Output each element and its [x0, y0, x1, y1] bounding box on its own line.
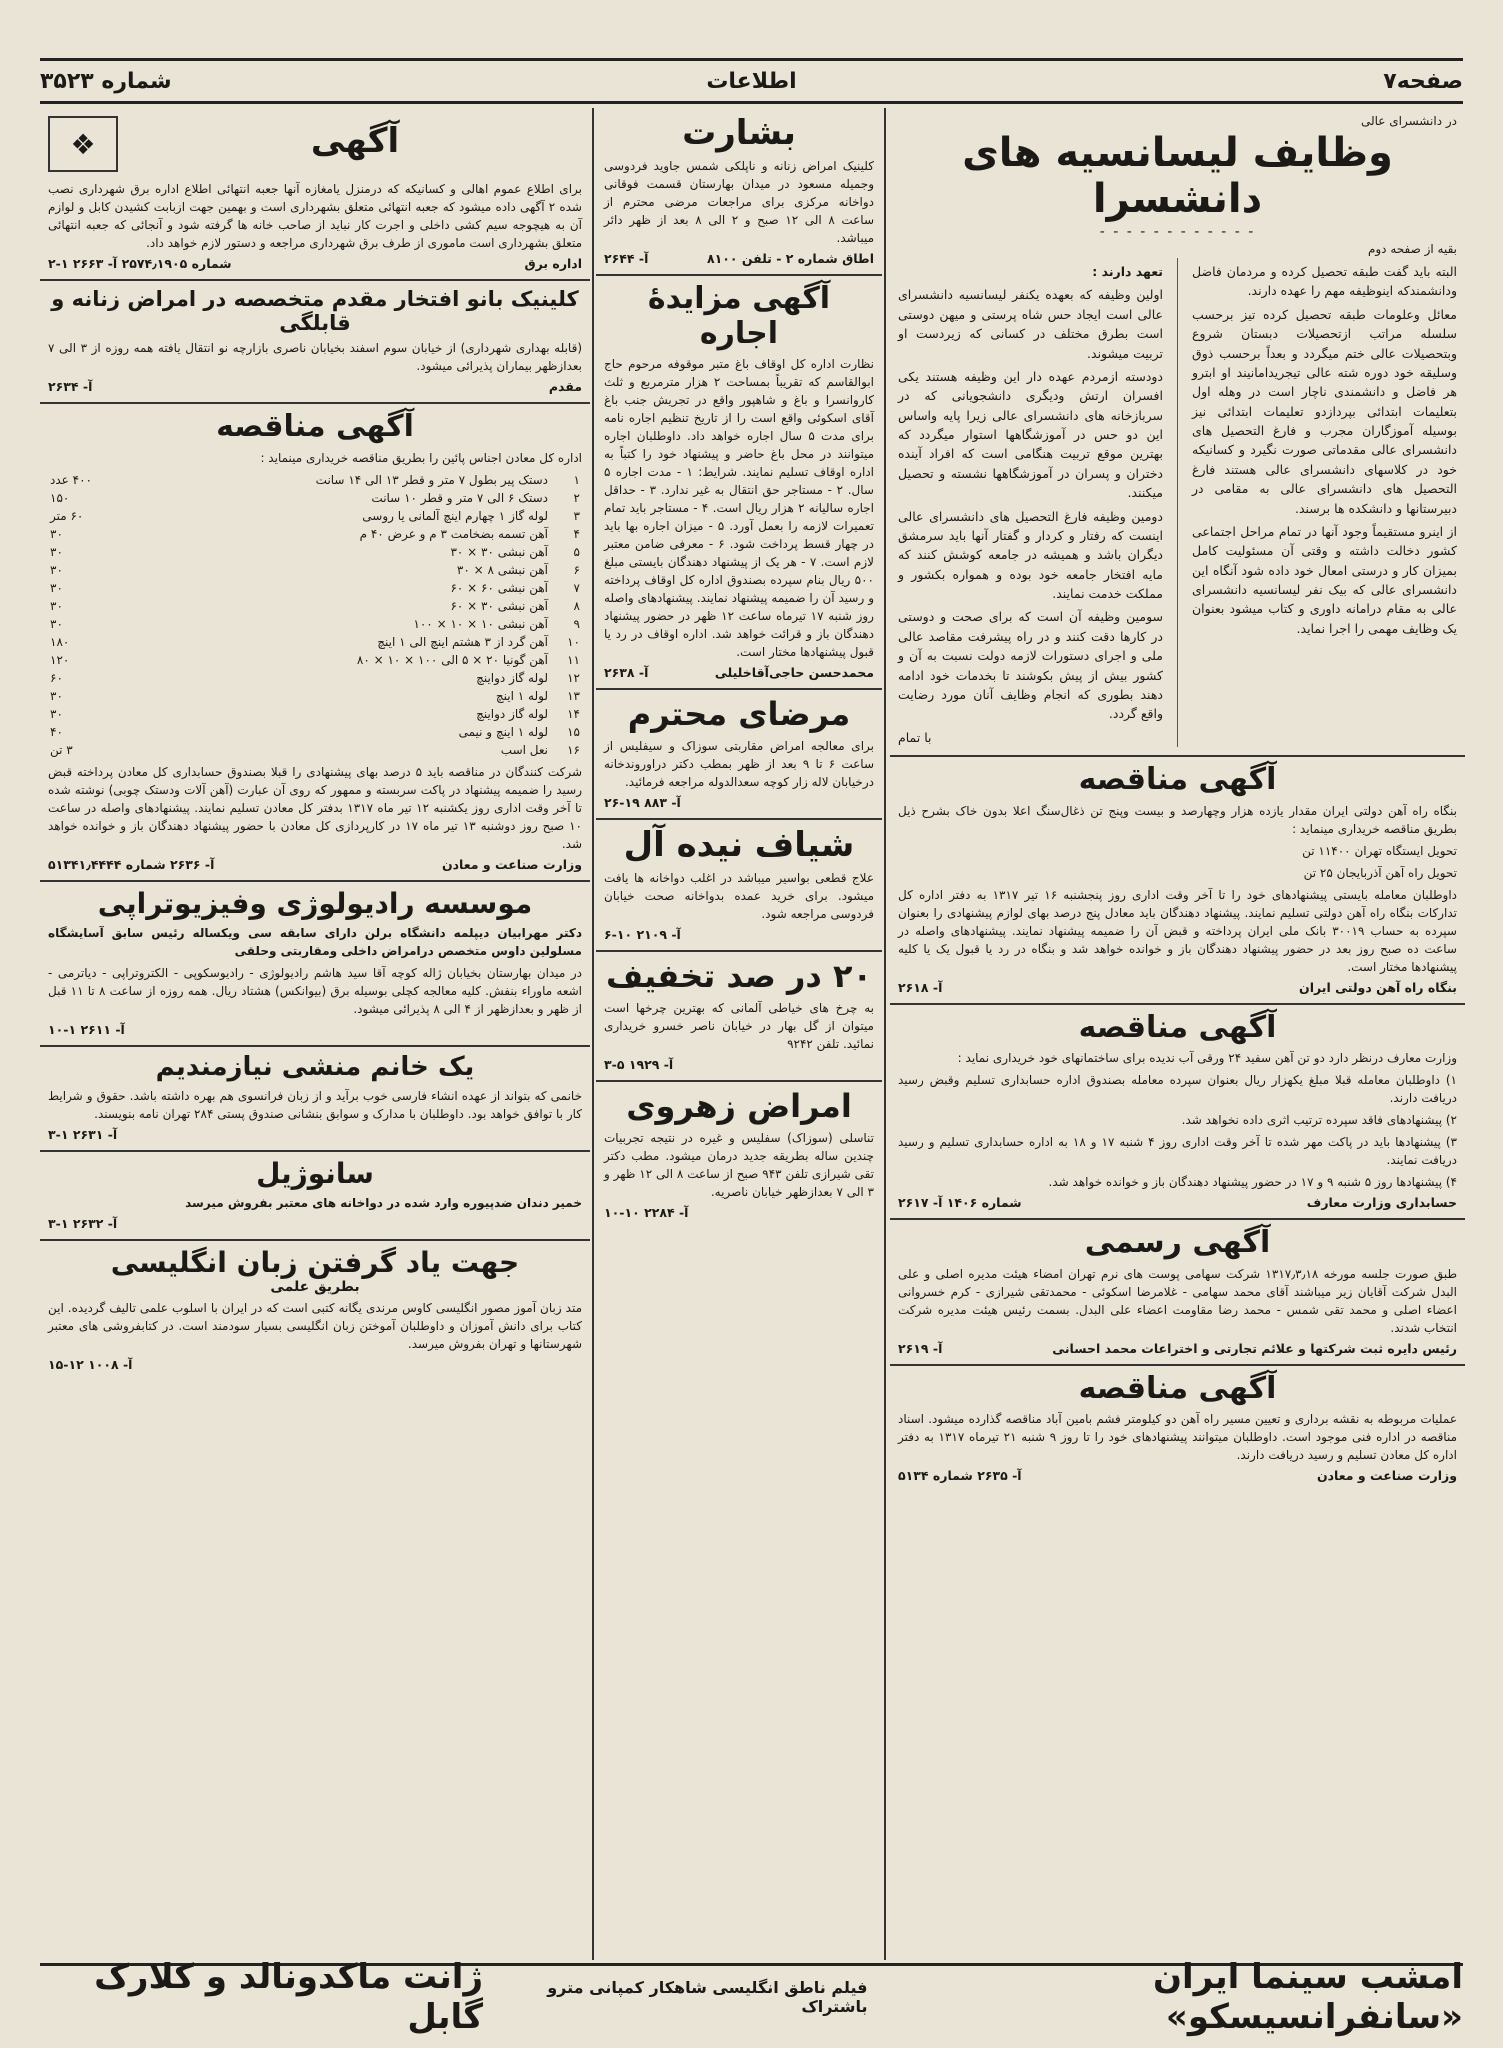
notice-title: آگهی مناقصه [1078, 1009, 1277, 1045]
item-quantity: ۴۰۰ عدد [50, 472, 92, 487]
ad-footer [604, 927, 874, 942]
tender-item-row [48, 723, 582, 741]
notice-footer [48, 256, 582, 271]
ad-title: سانوژیل [256, 1156, 374, 1190]
ad-title: شیاف نیده آل [623, 824, 855, 865]
ad-body: نظارت اداره کل اوقاف باغ متبر موقوفه مرحوم حاج ابوالقاسم که تقریباً بمساحت ۲ هزار مترمربع و ثلث کاروانسرا و باغ و شاهپور واقع در تجریش جنب باغ آقای اسکوئی واقع است را از تاریخ تنظیم اجاره نامه برای مدت ۵ سال اجاره خواهد داد. داوطلبان اجاره میتوانند در محل باغ حاضر و پیشنهاد خود را کتباً به اداره اوقاف تسلیم نمایند. شرایط: ۱ - مدت اجاره ۵ سال. ۲ - مستاجر حق انتقال به غیر ندارد. ۳ - حداقل اجاره سالیانه ۲ هزار ریال است. ۴ - مستاجر باید تمام تعمیرات لازمه را بعمل آورد. ۵ - میزان اجاره بها باید در چهار قسط پرداخت شود. ۶ - معرفی ضامن معتبر لازم است. ۷ - هر یک از پیشنهاد دهندگان بایستی مبلغ ۵۰۰ ریال بنام سپرده بصندوق اداره کل اوقاف پرداخته و رسید آن را ضمیمه پیشنهاد نمایند. پیشنهادهای واصله روز شنبه ۱۷ تیرماه ساعت ۱۲ ظهر در حضور پیشنهاد دهندگان باز و قرائت خواهد شد. اداره اوقاف در رد یا قبول پیشنهادها مختار است. [604, 357, 875, 660]
ad-body: در میدان بهارستان بخیابان ژاله کوچه آقا سید هاشم رادیولوژی - رادیوسکوپی - الکتروتراپی - دیاترمی - اشعه ماوراء بنفش. کلیه معالجه کچلی بوسیله برق (بیوانکس) هشتاد ریال. همه روزه از ساعت ۸ تا ۱۱ قبل از ظهر و بعدازظهر از ۴ الی ۸ پذیرائی میشود. [48, 965, 583, 1016]
item-number: ۱۳ [567, 688, 580, 703]
article-columns [898, 258, 1457, 747]
article-paragraph: معائل وعلومات طبقه تحصیل کرده تیز برحسب سلسله مراتب ازتحصیلات دبستان شروع وبتحصیلات عالی ختم میگردد و بعداً برحسب ذوق وسلیقه خود دوره شته عالی تیجریدامانیند او ابترو هر فاضل و دانشمندی ناچار است در وهله اول بتعلیمات ابتدائی بپردازدو تعلیمات ابتدائی نیز بوسیله آموزگاران مجرب و فارغ التحصیل های دانشسرای عالی مقدماتی صورت نگیرد و کسانیکه خود در کلاسهای دانشسرای عالی هستند فارغ التحصیل های دانشسرای عالی به مقامی در دبیرستانها و دانشکده ها برسند. [1192, 306, 1457, 516]
article-paragraph: البته باید گفت طبقه تحصیل کرده و مردمان فاضل ودانشمندکه اینوظیفه مهم را عهده دارند. [1192, 264, 1457, 299]
banner-middle: فیلم ناطق انگلیسی شاهکار کمپانی مترو باشتراک [547, 1978, 868, 2016]
ad-contact: اطاق شماره ۲ - تلفن ۸۱۰۰ [706, 251, 874, 267]
ad-signature: مقدم [548, 379, 582, 395]
ad-footer [604, 1205, 874, 1220]
item-number: ۱۴ [567, 706, 580, 721]
tender-item-row [48, 633, 582, 651]
roads-tender-notice [890, 1366, 1465, 1492]
ad-reference: آ- ۲۶۴۴ [604, 251, 649, 267]
article-continued: بقیه از صفحه دوم [1367, 242, 1457, 256]
item-number: ۸ [573, 598, 580, 613]
notice-item: ۲) پیشنهادهای فاقد سپرده ترتیب اثری داده نخواهد شد. [1181, 1113, 1457, 1127]
notice-body: شرکت کنندگان در مناقصه باید ۵ درصد بهای پیشنهادی را قبلا بصندوق حسابداری کل معادن پرداخته قبض رسید را ضمیمه پیشنهاد در پاکت سربسته و ممهور که روی آن عبارت (آهن آلات ودستک چوبی) نوشته شده تا آخر وقت اداری روز یکشنبه ۱۲ تیر ماه ۱۳۱۷ بدفتر کل معادن تسلیم نمایند. پیشنهادهای واصله در ساعت ۱۰ صبح روز دوشنبه ۱۳ تیر ماه ۱۷ در کارپردازی کل معادن با حضور پیشنهاد دهندگان باز و خوانده خواهد شد. [48, 764, 583, 851]
discount-ad [596, 952, 882, 1082]
notice-body: طبق صورت جلسه مورخه ۱۳۱۷٫۳٫۱۸ شرکت سهامی پوست های نرم تهران امضاء هیئت مدیره اصلی و علی البدل شرکت آقایان زیر میباشند آقای محمد سهامی - غلامرضا اسکوئی - محمدتقی شیرازی - کرم خسروانی اعضاء اصلی و محمد تقی شمس - محمد رضا مقاومت اعضاء علی البدل. بسمت رئیس هیئت مدیره شرکت انتخاب شدند. [898, 1266, 1457, 1335]
page-number: صفحه۷ [1383, 68, 1463, 94]
ad-footer [48, 1216, 582, 1231]
ad-reference: آ- ۲۶۳۲ ۱-۳ [48, 1216, 118, 1232]
notice-title: آگهی مناقصه [1078, 1370, 1277, 1406]
item-description: آهن گونیا ۲۰ × ۵ الی ۱۰۰ × ۱۰ × ۸۰ [356, 652, 548, 667]
item-number: ۱ [573, 472, 580, 487]
item-number: ۱۶ [567, 742, 580, 757]
ad-title: موسسه رادیولوژی وفیزیوتراپی [97, 886, 533, 920]
ad-reference: آ- ۲۱۰۹ ۱۰-۶ [604, 926, 681, 942]
issue-number: شماره ۳۵۲۳ [40, 68, 172, 94]
ad-body: خانمی که بتواند از عهده انشاء فارسی خوب برآید و از زبان فرانسوی هم بهره داشته باشد. حقوق و شرایط کار با توافق خواهد بود. داوطلبان با مدارک و سوابق بنشانی صندوق پستی ۲۸۴ تهران نامه بنویسند. [48, 1088, 582, 1121]
notice-reference: آ- ۲۶۳۶ شماره ۵۱۳۴۱٫۴۴۴۴ [48, 856, 215, 872]
item-quantity: ۳۰ [50, 562, 63, 577]
item-description: لوله ۱ اینچ [495, 688, 548, 703]
ad-body: علاج قطعی بواسیر میباشد در اغلب دواخانه ها یافت میشود. برای خرید عمده بدواخانه صحت خیابان فردوسی مراجعه شود. [604, 870, 874, 921]
item-description: لوله گاز دواینچ [476, 706, 548, 721]
notice-signature: حسابداری وزارت معارف [1306, 1195, 1457, 1210]
tender-item-row [48, 597, 582, 615]
notice-reference: شماره ۲۵۷۴٫۱۹۰۵ آ- ۲۶۶۳ ۱-۲ [48, 256, 232, 271]
ad-reference: آ- ۱۰۰۸ ۱۲-۱۵ [48, 1357, 133, 1373]
newspaper-name: اطلاعات [706, 68, 797, 94]
ad-title: جهت یاد گرفتن زبان انگلیسی [110, 1246, 520, 1280]
item-description: آهن نبشی ۳۰ × ۳۰ [450, 544, 548, 559]
tender-item-row [48, 525, 582, 543]
notice-body: عملیات مربوطه به نقشه برداری و تعیین مسیر راه آهن دو کیلومتر فشم بامین آباد مناقصه گذارده میشود. اسناد مناقصه در اداره فنی موجود است. داوطلبان میتوانند پیشنهادهای خود را تا روز ۹ شنبه ۲۱ تیرماه ۱۳۱۷ به دفتر اداره کل معادن تسلیم و رسید دریافت دارند. [898, 1412, 1458, 1462]
ad-body: تناسلی (سوزاک) سفلیس و غیره در نتیجه تجربیات چندین ساله بطریقه جدید درمان میشود. مطب دکتر تقی شیرازی تلفن ۹۴۳ صبح از ساعت ۸ الی ۱۲ ظهر و ۳ الی ۷ بعدازظهر خیابان ناصریه. [604, 1130, 874, 1199]
item-description: آهن نبشی ۸ × ۳۰ [456, 562, 548, 577]
notice-reference: آ- ۲۶۳۵ شماره ۵۱۳۴ [898, 1468, 1022, 1483]
item-number: ۱۵ [567, 724, 580, 739]
venereal-ad [596, 1082, 882, 1228]
tender-item-row [48, 615, 582, 633]
item-number: ۴ [573, 526, 580, 541]
item-quantity: ۳۰ [50, 598, 63, 613]
item-quantity: ۳۰ [50, 580, 63, 595]
tender-item-row [48, 561, 582, 579]
notice-intro: اداره کل معادن اجناس پائین را بطریق مناقصه خریداری مینماید : [260, 450, 582, 465]
ad-title: کلینیک بانو افتخار مقدم متخصصه در امراض زنانه و قابلگی [51, 287, 579, 336]
item-quantity: ۳۰ [50, 544, 63, 559]
official-notice [890, 1220, 1465, 1366]
ad-reference: آ- ۲۶۳۴ [48, 379, 93, 395]
english-course-ad [40, 1241, 590, 1380]
clinic-ad [40, 281, 590, 404]
inner-rule [1177, 258, 1178, 747]
item-description: آهن گرد از ۳ هشتم اینچ الی ۱ اینچ [377, 634, 548, 649]
left-column [40, 108, 590, 1958]
ad-signature: محمدحسن حاجی‌آقاخلیلی [714, 665, 874, 681]
article-block [890, 108, 1465, 757]
item-quantity: ۱۸۰ [50, 634, 70, 649]
cinema-banner [40, 1957, 1463, 2037]
item-number: ۱۱ [567, 652, 580, 667]
item-number: ۵ [573, 544, 580, 559]
ad-footer [604, 665, 874, 680]
article-kicker: در دانشسرای عالی [1360, 114, 1457, 128]
item-quantity: ۶۰ متر [50, 508, 84, 523]
ad-footer [48, 1022, 582, 1037]
ad-subtitle: دکتر مهرابیان دیپلمه دانشگاه برلن دارای سابقه سی ویکساله رئیس سابق آسایشگاه مسلولین داوس متخصص درامراض داخلی ومقاربتی وحلقی [48, 925, 582, 958]
notice-item: تحویل راه آهن آذربایجان ۲۵ تن [1303, 865, 1457, 880]
municipal-notice [40, 108, 590, 281]
item-description: آهن نبشی ۶۰ × ۶۰ [450, 580, 548, 595]
tender-item-row [48, 687, 582, 705]
notice-item: تحویل ایستگاه تهران ۱۱۴۰۰ تن [1302, 843, 1457, 858]
ad-title: ۲۰ در صد تخفیف [605, 956, 872, 995]
article-paragraph: از اینرو مستقیماً وجود آنها در تمام مراحل اجتماعی کشور دخالت داشته و وقتی آن مسئولیت کامل بمیزان کار و درستی امعال خود داده شود آنگاه این دانشسرای عالی که بیک نفر لیسانسیه دانشسرای عالی به مقام درامانه داوری و کتاب میشود بعنوان یک وظایف مهمی را اجرا نماید. [1192, 523, 1457, 636]
article-col-a [1192, 258, 1457, 747]
article-tail: با تمام [898, 729, 932, 745]
ad-body: خمیر دندان ضدپیوره وارد شده در دواخانه های معتبر بفروش میرسد [185, 1196, 582, 1211]
notice-footer [898, 1341, 1457, 1356]
notice-title: آگهی مناقصه [216, 409, 414, 445]
item-quantity: ۴۰ [50, 724, 63, 739]
ad-footer [604, 251, 874, 266]
middle-column [596, 108, 882, 1958]
banner-right: ژانت ماکدونالد و کلارک گابل [94, 1957, 484, 2037]
notice-reference: آ- ۲۶۱۹ [898, 1340, 943, 1356]
tender-item-row [48, 507, 582, 525]
item-quantity: ۱۵۰ [50, 490, 70, 505]
notice-reference: شماره ۱۴۰۶ آ- ۲۶۱۷ [898, 1195, 1022, 1210]
notice-title: آگهی [310, 121, 400, 161]
item-description: دستک ۶ الی ۷ متر و قطر ۱۰ سانت [371, 490, 548, 505]
ad-body: برای معالجه امراض مقاربتی سوزاک و سیفلیس از ساعت ۶ تا ۹ بعد از ظهر بمطب دکتر دراوروندخانه درخیابان لاله زار کوچه سعدالدوله مراجعه فرمائید. [604, 738, 875, 789]
notice-footer [898, 1468, 1457, 1483]
notice-signature: بنگاه راه آهن دولتی ایران [1299, 979, 1457, 995]
notice-body: برای اطلاع عموم اهالی و کسانیکه که درمنزل یامغازه آنها جعبه انتهائی اطلاع اداره برق شهرداری نصب شده ۲ آگهی داده میشود که جعبه انتهائی متعلق بشهرداری است و بهمین جهت ازبابت کشیدن کابل و لوازم آن به هیچوجه سیم کشی داخلی و اجرت کار نباید از صاحب خانه ها گرفته شود و آنجائی که جعبه انتهائی متعلق بشهرداری است ماموری از طرف برق شهرداری مراجعه و دستور لازم خواهد داد. [48, 182, 582, 250]
ad-reference: آ- ۲۶۳۱ ۱-۳ [48, 1126, 118, 1142]
item-description: نعل اسب [500, 742, 548, 757]
notice-signature: وزارت صناعت و معادن [441, 856, 582, 872]
notice-body: بنگاه راه آهن دولتی ایران مقدار یازده هزار وچهارصد و بیست وپنج تن ذغال‌سنگ اعلا بدون خاک بشرح ذیل بطریق مناقصه خریداری مینماید : [898, 803, 1457, 836]
article-paragraph: دومین وظیفه فارغ التحصیل های دانشسرای عالی اینست که رفتار و کردار و گفتار آنها باید سرمشق دیگران باشد و همیشه در جامعه کوشش کنند که مایه افتخار جامعه خود بوده و همواره بکشور و مملکت خدمت نمایند. [898, 508, 1163, 601]
item-description: دستک پیر بطول ۷ متر و قطر ۱۳ الی ۱۴ سانت [315, 472, 548, 487]
notice-signature: رئیس دایره ثبت شرکتها و علائم تجارتی و اختراعات محمد احسانی [1052, 1340, 1457, 1356]
ad-reference: آ- ۲۲۸۴ ۱۰-۱۰ [604, 1204, 689, 1220]
mines-tender-notice [40, 404, 590, 882]
item-description: آهن تسمه بضخامت ۳ م و عرض ۴۰ م [359, 526, 548, 541]
item-number: ۷ [573, 580, 580, 595]
ad-body: به چرخ های خیاطی آلمانی که بهترین چرخها است میتوان از گل بهار در خیابان ناصر خسرو خریداری نمائید. تلفن ۹۲۴۲ [604, 1000, 874, 1051]
ad-body: متد زبان آموز مصور انگلیسی کاوس مرندی یگانه کتبی است که در ایران با اسلوب علمی تالیف گردیده. این کتاب برای دانش آموزان و داوطلبان آموختن زبان انگلیسی بسیار سودمند است. در کتابفروشی های معتبر شهرستانها و تهران بفروش میرسد. [48, 1301, 582, 1352]
notice-reference: آ- ۲۶۱۸ [898, 979, 943, 995]
tender-item-row [48, 489, 582, 507]
tender-item-row [48, 741, 582, 759]
item-description: آهن نبشی ۱۰ × ۱۰ × ۱۰۰ [413, 616, 548, 631]
item-number: ۱۰ [567, 634, 580, 649]
ad-title: یک خانم منشی نیازمندیم [155, 1051, 475, 1082]
item-quantity: ۳۰ [50, 688, 63, 703]
notice-item: ۱) داوطلبان معامله قبلا مبلغ یکهزار ریال بعنوان سپرده معامله بصندوق اداره حسابداری تسلیم وقبض رسید دریافت دارند. [898, 1073, 1457, 1105]
article-title: وظایف لیسانسیه های دانشسرا [962, 130, 1393, 222]
article-paragraph: دودسته ازمردم عهده دار این وظیفه هستند یکی افسران ارتش ودیگری دانشجویانی که در سربازخانه های دانشسرای عالی زیرا پایه واساس این دو حس در آموزشگاهها استوار میگردد که بهترین موقع تربیت هنگامی است که افراد آینده دختران و پسران در آموزشگاهها نشسته و تحصیل میکنند. [898, 368, 1163, 501]
ad-title: مرضای محترم [627, 695, 851, 734]
item-quantity: ۳۰ [50, 526, 63, 541]
notice-signature: اداره برق [524, 256, 582, 271]
column-divider [592, 108, 594, 1960]
patients-ad [596, 690, 882, 820]
notice-title: آگهی رسمی [1084, 1225, 1271, 1260]
auction-notice [596, 276, 882, 690]
article-col-b [898, 258, 1163, 747]
ad-reference: آ- ۱۹۲۹ ۵-۳ [604, 1056, 674, 1072]
notice-title: آگهی مناقصه [1078, 762, 1277, 797]
secretary-ad [40, 1047, 590, 1152]
item-quantity: ۳۰ [50, 616, 63, 631]
item-number: ۳ [573, 508, 580, 523]
ad-reference: آ- ۲۶۱۱ ۱-۱۰ [48, 1021, 125, 1037]
item-description: لوله ۱ اینچ و نیمی [458, 724, 548, 739]
notice-footer [48, 857, 582, 872]
tender-item-row [48, 669, 582, 687]
tender-item-row [48, 471, 582, 489]
ad-title: آگهی مزایدهٔ اجاره [647, 281, 831, 351]
radiology-ad [40, 882, 590, 1047]
notice-item: ۴) پیشنهادها روز ۵ شنبه ۹ و ۱۷ در حضور پیشنهاد دهندگان باز و خوانده خواهد شد. [1048, 1175, 1457, 1189]
good-news-ad [596, 108, 882, 276]
item-quantity: ۳۰ [50, 706, 63, 721]
works-tender-notice [890, 1005, 1465, 1221]
article-paragraph: سومین وظیفه آن است که برای صحت و دوستی در کارها دقت کنند و در راه پیشرفت مقاصد عالی ملی و اجرای دستورات لازمه دولت نسبت به آن و کشور بیش از پیش بکوشند تا بخدمات خود ادامه دهند بطوری که انجام وظایف آنان مورد رضایت واقع گردد. [898, 609, 1163, 722]
notice-body: داوطلبان معامله بایستی پیشنهادهای خود را تا آخر وقت اداری روز پنجشنبه ۱۶ تیر ۱۳۱۷ به دفتر اداره کل تدارکات بنگاه راه آهن دولتی تسلیم نمایند. پیشنهاد دهندگان باید معادل پنج درصد بهای لوازم پیشنهادی را بعنوان سپرده به حساب ۳۰۰۱۹ بانک ملی ایران پرداخته و قبض آن را ضمیمه پیشنهاد نمایند. پیشنهادهای واصله در ساعت ده صبح روز بعد در حضور پیشنهاد دهندگان باز و خوانده خواهد شد و بنگاه در رد یا قبول یک یا کلیه پیشنهادها مختار است. [898, 887, 1458, 974]
ad-body: کلینیک امراض زنانه و ناپلکی شمس جاوید فردوسی وجمیله مسعود در میدان بهارستان قسمت فوقانی دواخانه مرکزی برای مراجعات مرضی محترم از ساعت ۸ الی ۱۲ صبح و ۲ الی ۸ بعد از ظهر دائر میباشد. [604, 159, 875, 246]
notice-signature: وزارت صناعت و معادن [1316, 1468, 1457, 1483]
ornament-divider: - - - - - - - - - - - - [1099, 224, 1256, 240]
article-subhead: تعهد دارند : [1092, 264, 1163, 279]
page-header [40, 58, 1463, 104]
item-quantity: ۳ تن [50, 742, 73, 757]
ad-reference: آ- ۸۸۳ ۱۹-۲۶ [604, 794, 681, 810]
column-divider [884, 108, 886, 1960]
banner-left: امشب سینما ایران «سانفرانسیسکو» [1153, 1957, 1463, 2037]
ad-footer [48, 1357, 582, 1372]
tender-item-row [48, 705, 582, 723]
notice-item: ۳) پیشنهادها باید در پاکت مهر شده تا آخر وقت اداری روز ۴ شنبه ۱۷ و ۱۸ به اداره حسابداری تسلیم و رسید دریافت نمایند. [898, 1135, 1457, 1167]
ad-reference: آ- ۲۶۳۸ [604, 665, 649, 681]
tender-item-row [48, 651, 582, 669]
ad-footer [48, 1127, 582, 1142]
article-paragraph: اولین وظیفه که بعهده یکنفر لیسانسیه دانشسرای عالی است ایجاد حس شاه پرستی و میهن دوستی است بطرق مختلف در کسانی که زیردست او تربیت میشوند. [898, 287, 1163, 361]
item-quantity: ۱۲۰ [50, 652, 70, 667]
ad-subtitle: بطریق علمی [270, 1279, 360, 1296]
item-description: لوله گاز دواینچ [476, 670, 548, 685]
toothpaste-ad [40, 1152, 590, 1241]
ad-footer [604, 1057, 874, 1072]
municipal-emblem-icon: ❖ [48, 116, 118, 172]
ad-footer [48, 379, 582, 394]
item-number: ۱۲ [567, 670, 580, 685]
rail-tender-notice [890, 757, 1465, 1005]
ad-title: امراض زهروی [626, 1086, 852, 1125]
notice-footer [898, 980, 1457, 995]
notice-body: وزارت معارف درنظر دارد دو تن آهن سفید ۲۴ ورقی آب ندیده برای ساختمانهای خود خریداری نماید : [957, 1051, 1457, 1065]
item-number: ۹ [573, 616, 580, 631]
item-quantity: ۶۰ [50, 670, 63, 685]
notice-footer [898, 1195, 1457, 1210]
item-number: ۲ [573, 490, 580, 505]
ad-footer [604, 795, 874, 810]
item-description: آهن نبشی ۳۰ × ۶۰ [450, 598, 548, 613]
ad-body: (قابله بهداری شهرداری) از خیابان سوم اسفند بخیابان ناصری بازارچه نو انتقال یافته همه روزه از ۳ الی ۷ بعدازظهر بیماران پذیرائی میشود. [48, 341, 582, 374]
ad-title: بشارت [682, 113, 796, 153]
item-description: لوله گاز ۱ چهارم اینچ آلمانی یا روسی [362, 508, 548, 523]
suppository-ad [596, 820, 882, 952]
item-number: ۶ [573, 562, 580, 577]
right-column [890, 108, 1465, 1958]
tender-item-row [48, 579, 582, 597]
tender-items-table [48, 471, 582, 759]
tender-item-row [48, 543, 582, 561]
